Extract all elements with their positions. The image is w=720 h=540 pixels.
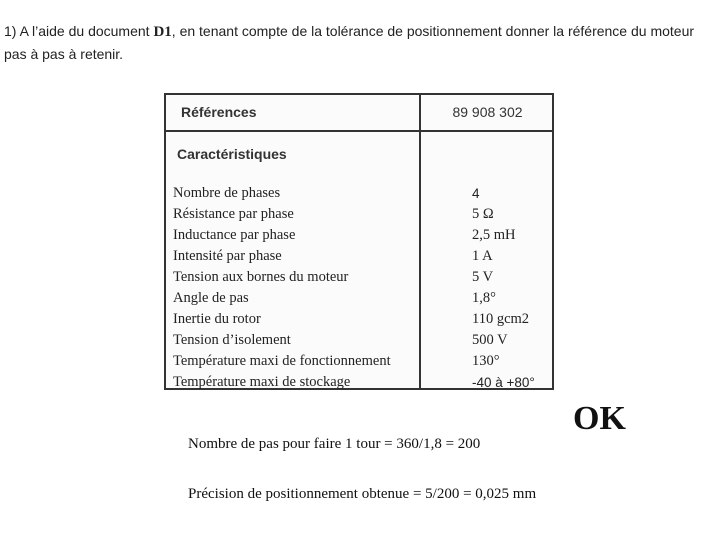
- question-text: [4, 20, 718, 65]
- row-value: 4: [472, 186, 480, 201]
- references-value: 89 908 302: [452, 104, 523, 120]
- document-reference: D1: [153, 24, 172, 40]
- question-number: 1): [4, 23, 17, 39]
- row-value: 1 A: [472, 248, 493, 264]
- row-name: Intensité par phase: [173, 248, 282, 264]
- table-row: [166, 204, 552, 225]
- row-value: 2,5 mH: [472, 227, 516, 243]
- row-value: -40 à +80°: [472, 375, 535, 390]
- row-name: Température maxi de stockage: [173, 374, 351, 390]
- table-row: [166, 372, 552, 393]
- precision-answer: Précision de positionnement obtenue = 5/200 = 0,025 mm: [188, 486, 537, 502]
- row-name: Tension d’isolement: [173, 332, 291, 348]
- row-value: 500 V: [472, 332, 508, 348]
- table-row: [166, 225, 552, 246]
- row-value: 110 gcm2: [472, 311, 530, 327]
- datasheet-table: [164, 93, 554, 390]
- row-name: Tension aux bornes du moteur: [173, 269, 349, 285]
- row-value: 1,8°: [472, 290, 496, 306]
- row-value: 130°: [472, 353, 500, 369]
- row-value: 5 Ω: [472, 206, 494, 222]
- row-name: Résistance par phase: [173, 206, 294, 222]
- table-row: [166, 309, 552, 330]
- steps-per-turn-answer: Nombre de pas pour faire 1 tour = 360/1,8 = 200: [188, 436, 481, 452]
- ok-mark: OK: [573, 400, 626, 437]
- table-row: [166, 183, 552, 204]
- table-row: [166, 288, 552, 309]
- row-name: Température maxi de fonctionnement: [173, 353, 391, 369]
- table-row: [166, 267, 552, 288]
- question-before: A l’aide du document: [19, 23, 150, 39]
- row-name: Angle de pas: [173, 290, 249, 306]
- characteristics-list: [166, 183, 552, 393]
- characteristics-title: Caractéristiques: [177, 146, 287, 162]
- question-after: , en tenant compte de la tolérance de positionnement donner la référence du moteur pas à pas à retenir.: [4, 23, 695, 62]
- header-divider: [166, 130, 552, 132]
- references-label: Références: [181, 104, 257, 120]
- row-name: Inductance par phase: [173, 227, 296, 243]
- table-row: [166, 246, 552, 267]
- table-row: [166, 351, 552, 372]
- table-row: [166, 330, 552, 351]
- row-name: Inertie du rotor: [173, 311, 261, 327]
- row-value: 5 V: [472, 269, 494, 285]
- row-name: Nombre de phases: [173, 185, 281, 201]
